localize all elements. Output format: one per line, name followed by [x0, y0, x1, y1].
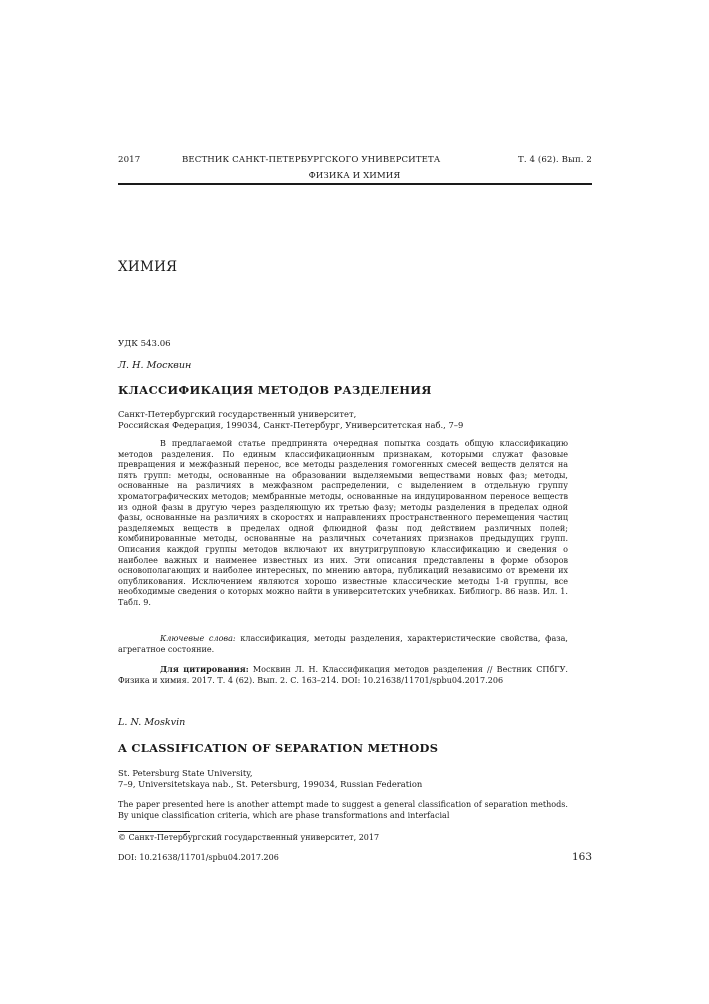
- affiliation-en-line1: St. Petersburg State University,: [118, 768, 253, 778]
- header-rule: [118, 183, 592, 185]
- author-en: L. N. Moskvin: [118, 717, 186, 728]
- author-ru: Л. Н. Москвин: [118, 360, 192, 371]
- header-volume: Т. 4 (62). Вып. 2: [517, 155, 592, 165]
- citation-text: Москвин Л. Н. Классификация методов разделения // Вестник СПбГУ. Физика и химия. 2017. Т. 4 (62). Вып. 2. С. 163–214. DOI: 10.21638/11701/spbu04.2017.206: [118, 665, 568, 685]
- page-number: 163: [571, 851, 592, 863]
- header-year: 2017: [118, 155, 141, 165]
- header-subtitle: ФИЗИКА И ХИМИЯ: [308, 171, 401, 181]
- doi-line: DOI: 10.21638/11701/spbu04.2017.206: [118, 853, 279, 862]
- abstract-ru: [118, 439, 568, 609]
- copyright-line: © Санкт-Петербургский государственный университет, 2017: [118, 833, 380, 842]
- citation-label: Для цитирования:: [160, 664, 249, 674]
- affiliation-ru-line2: Российская Федерация, 199034, Санкт-Петербург, Университетская наб., 7–9: [118, 420, 464, 431]
- section-heading: ХИМИЯ: [118, 259, 178, 275]
- citation-ru: [118, 664, 568, 686]
- title-en: A CLASSIFICATION OF SEPARATION METHODS: [118, 741, 439, 755]
- header-journal: ВЕСТНИК САНКТ-ПЕТЕРБУРГСКОГО УНИВЕРСИТЕТА: [182, 155, 441, 165]
- abstract-en-start: The paper presented here is another attempt made to suggest a general classification of separation methods. By unique classification criteria, which are phase transformations and interfacial: [118, 800, 568, 820]
- udk-code: УДК 543.06: [118, 339, 171, 349]
- abstract-ru-text: В предлагаемой статье предпринята очередная попытка создать общую классификацию методов разделения. По единым классификационным признакам, которыми служат фазовые превращения и межфазный перенос, все методы разделения гомогенных смесей веществ делятся на пять групп: методы, основанные на образовании выделяемыми веществами новых фаз; методы, основанные на различиях в межфазном распределении, с выделением в отдельную группу хроматографических методов; мембранные методы, основанные на индуцированном переносе веществ из одной фазы в другую через разделяющую их третью фазу; методы разделения в пределах одной фазы, основанные на различиях в скоростях и направлениях пространственного перемещения частиц разделяемых веществ в пределах одной флюидной фазы под действием различных полей; комбинированные методы, основанные на различных сочетаниях признаков предыдущих групп. Описания каждой группы методов включают их внутригрупповую классификацию и сведения о наиболее важных и наименее известных из них. Эти описания представлены в форме обзоров основополагающих и наиболее интересных, по мнению автора, публикаций независимо от времени их опубликования. Исключением являются хорошо известные классические методы 1-й группы, все необходимые сведения о которых можно найти в университетских учебниках. Библиогр. 86 назв. Ил. 1. Табл. 9.: [118, 439, 568, 607]
- keywords-ru: [118, 634, 568, 655]
- affiliation-en-line2: 7–9, Universitetskaya nab., St. Petersburg, 199034, Russian Federation: [118, 779, 423, 790]
- keywords-text: классификация, методы разделения, характеристические свойства, фаза, агрегатное состояние.: [118, 634, 568, 654]
- affiliation-ru: [118, 409, 463, 431]
- keywords-label: Ключевые слова:: [160, 634, 236, 643]
- footnote-rule: [118, 831, 190, 832]
- affiliation-ru-line1: Санкт-Петербургский государственный университет,: [118, 409, 357, 419]
- affiliation-en: [118, 768, 422, 790]
- title-ru: КЛАССИФИКАЦИЯ МЕТОДОВ РАЗДЕЛЕНИЯ: [118, 383, 432, 397]
